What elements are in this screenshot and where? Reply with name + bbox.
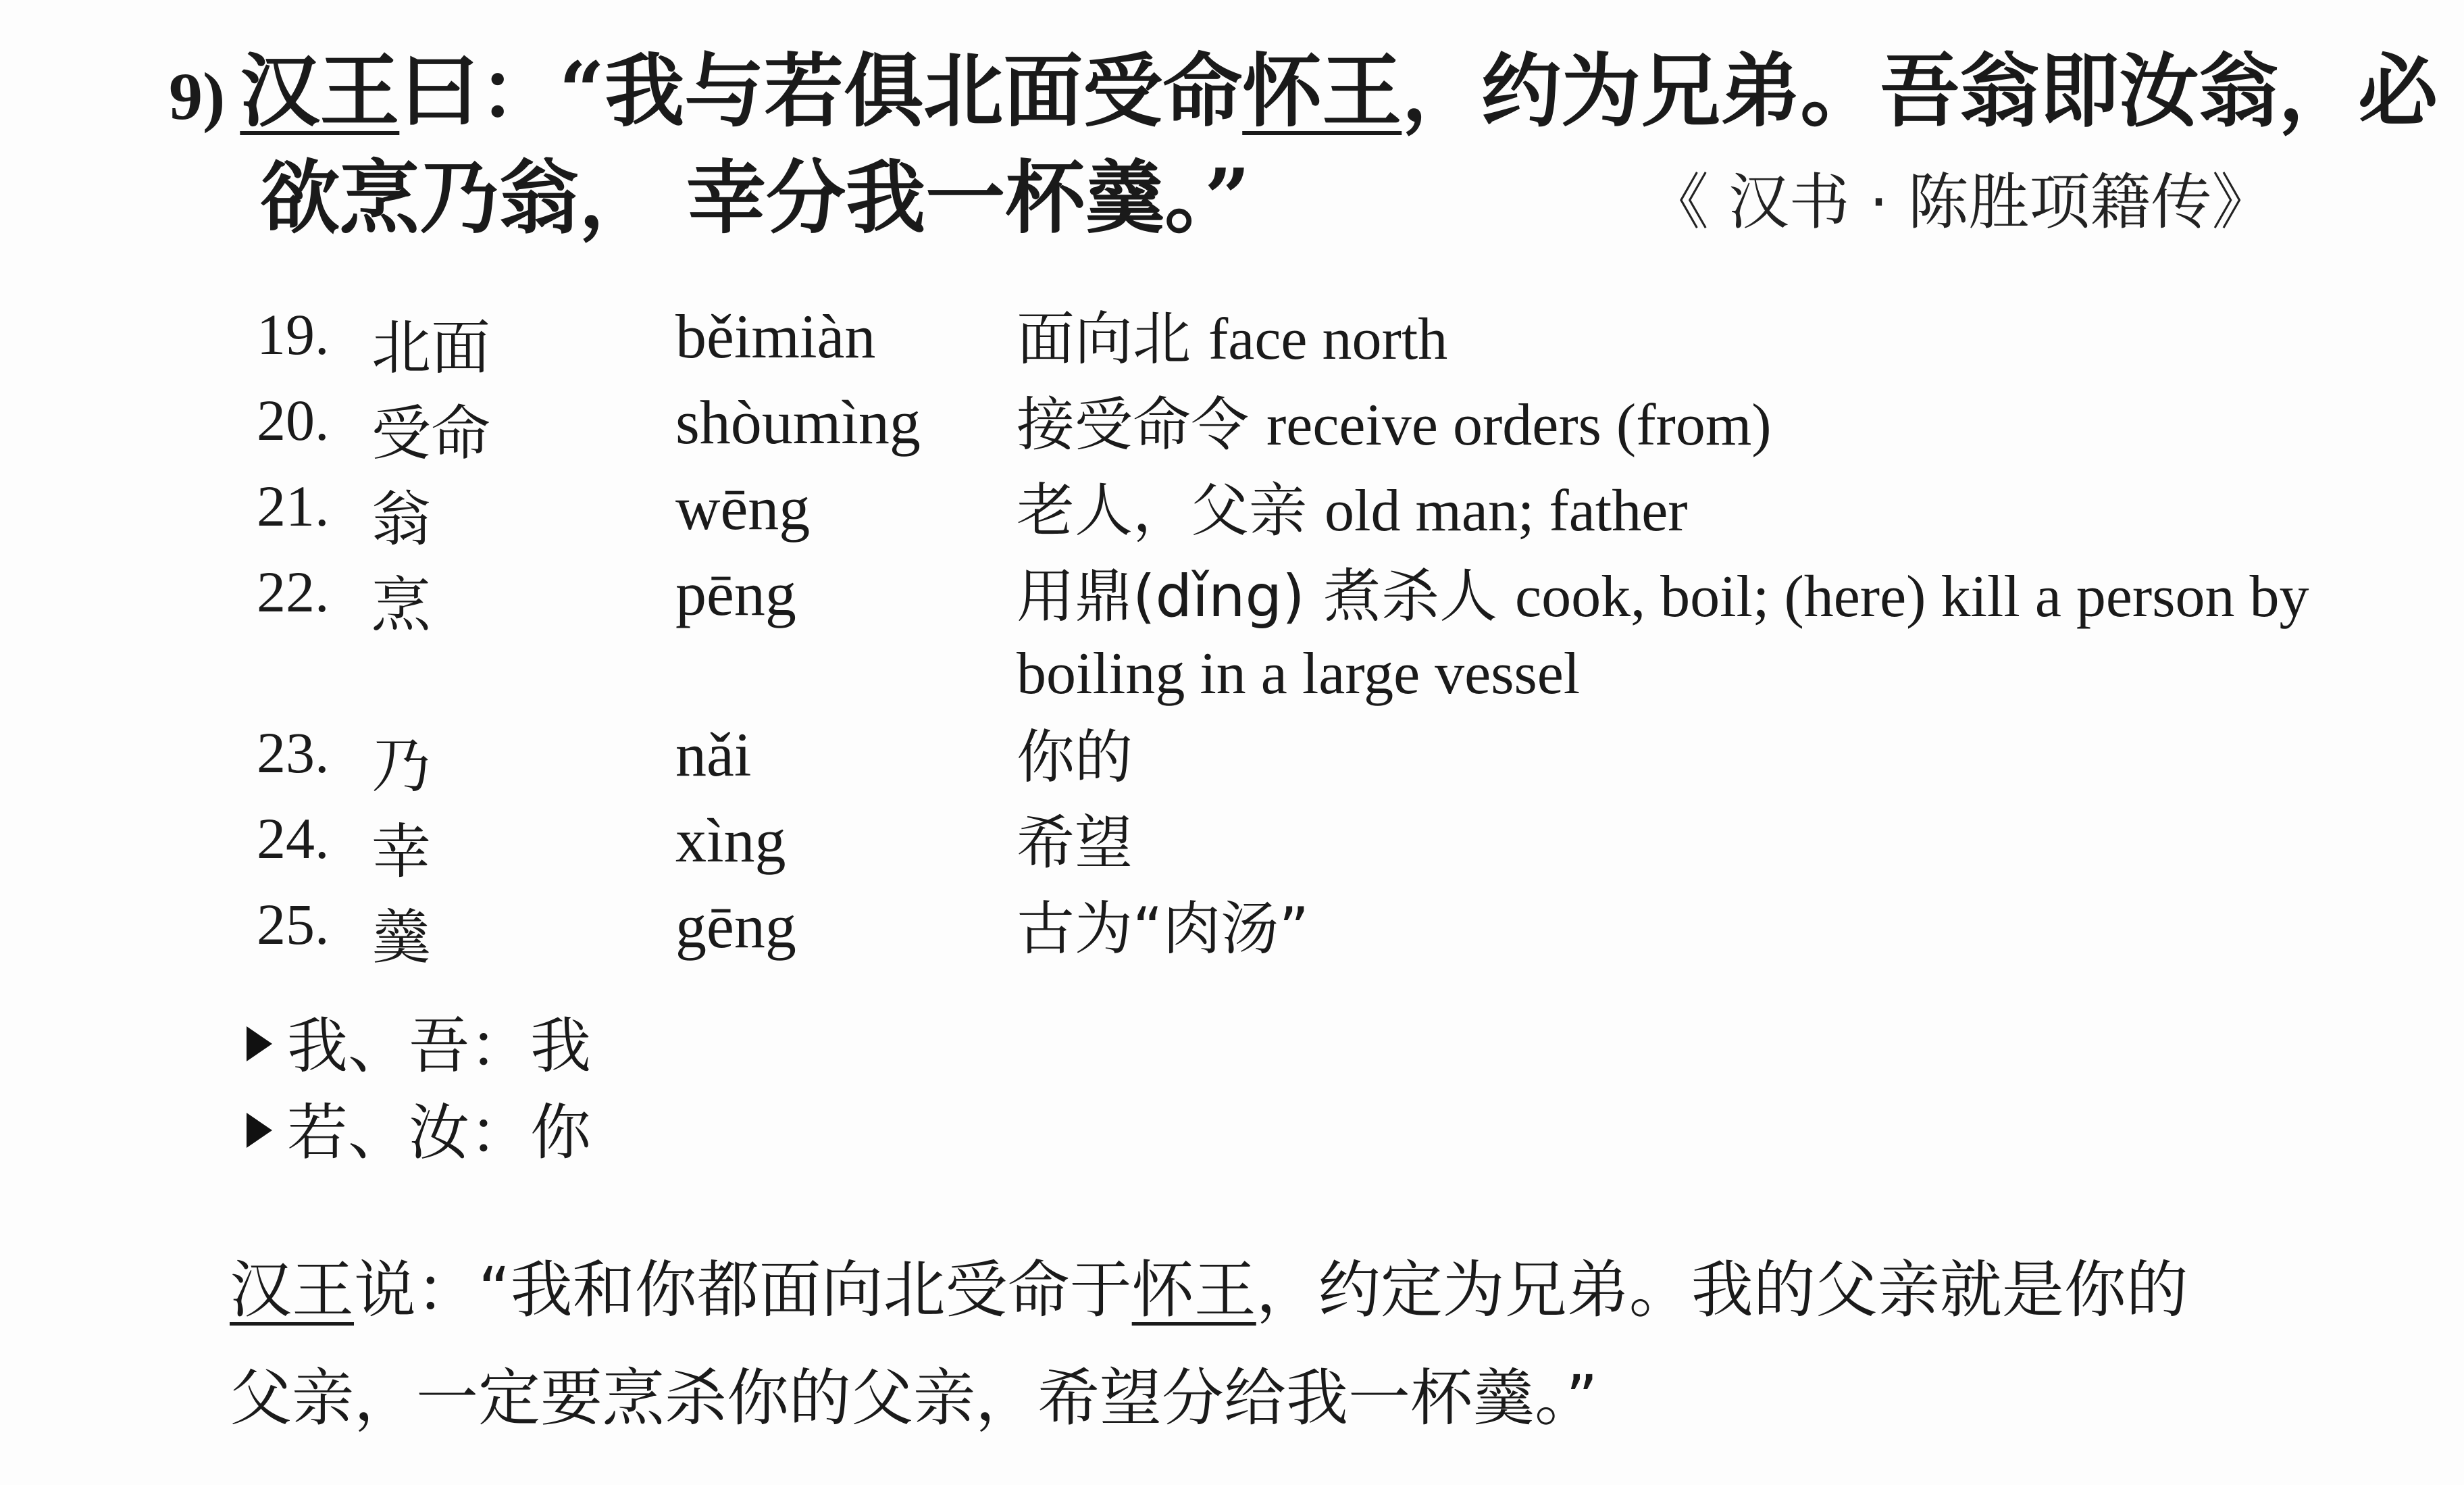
definition-english: face north: [1208, 307, 1448, 372]
definition-chinese: 接受命令: [1017, 391, 1249, 459]
definition-chinese: 老人，父亲: [1017, 477, 1307, 545]
modern-translation: [230, 1236, 2337, 1453]
vocab-term: 乃: [371, 731, 432, 801]
note-item: [247, 1090, 591, 1176]
translation-text-b: ，约定为兄弟。我的父亲就是你的: [1256, 1254, 2188, 1326]
vocab-definition: [1017, 805, 2435, 881]
vocab-pinyin: xìng: [675, 806, 786, 875]
vocab-pinyin: pēng: [675, 559, 796, 628]
note-item: [247, 1003, 591, 1090]
passage-number: 9): [169, 59, 226, 134]
translation-line-1: [230, 1236, 2337, 1344]
definition-chinese: 用鼎(dǐng) 煮杀人: [1017, 563, 1498, 630]
vocab-row: [257, 472, 2283, 558]
passage-line-1: [169, 41, 2438, 147]
vocab-row: [257, 558, 2309, 719]
passage-line-2: 欲烹乃翁， 幸分我一杯羹。”: [260, 151, 1250, 245]
vocab-pinyin: wēng: [675, 474, 811, 543]
vocab-pinyin: nǎi: [675, 720, 752, 789]
definition-chinese: 你的: [1017, 724, 1133, 791]
passage-text-a: 曰：“我与若俱北面受命: [399, 44, 1243, 138]
vocab-term: 烹: [371, 570, 432, 640]
vocab-term: 受命: [371, 399, 491, 468]
vocab-definition: [1017, 301, 2435, 378]
usage-notes: [247, 1003, 591, 1176]
vocab-pinyin: shòumìng: [675, 388, 921, 457]
definition-english: cook, boil; (here) kill a person by boiling in a large vessel: [1017, 564, 2309, 707]
passage-text-b: ，约为兄弟。吾翁即汝翁，必: [1402, 44, 2438, 138]
vocab-number: 19.: [257, 302, 330, 367]
vocab-row: [257, 719, 2283, 805]
vocab-number: 22.: [257, 559, 330, 624]
vocab-definition: [1017, 386, 2435, 463]
vocab-pinyin: běimiàn: [675, 302, 876, 371]
definition-chinese: 面向北: [1017, 305, 1191, 373]
definition-english: old man; father: [1325, 478, 1688, 544]
vocab-row: [257, 301, 2283, 386]
definition-chinese: 古为“肉汤”: [1017, 895, 1310, 963]
vocab-number: 21.: [257, 474, 330, 538]
speaker-underlined: 汉王: [230, 1254, 355, 1326]
vocab-definition: [1017, 890, 2435, 967]
vocab-row: [257, 805, 2283, 890]
definition-chinese: 希望: [1017, 809, 1133, 877]
note-text: 若、汝：你: [287, 1097, 591, 1168]
vocab-number: 24.: [257, 806, 330, 871]
vocab-number: 25.: [257, 892, 330, 957]
vocab-number: 23.: [257, 720, 330, 785]
source-citation: 《 汉书 · 陈胜项籍传》: [1648, 167, 2273, 238]
translation-text-a: 说：“我和你都面向北受命于: [354, 1254, 1132, 1326]
vocab-definition: [1017, 558, 2435, 712]
vocab-term: 羹: [371, 903, 432, 972]
vocabulary-list: [257, 301, 2309, 976]
vocab-row: [257, 890, 2283, 976]
translation-line-2: 父亲，一定要烹杀你的父亲，希望分给我一杯羹。”: [230, 1362, 1598, 1434]
speaker-underlined: 汉王: [240, 44, 400, 138]
vocab-term: 翁: [371, 484, 432, 554]
vocab-pinyin: gēng: [675, 892, 796, 961]
vocab-definition: [1017, 719, 2435, 795]
vocab-number: 20.: [257, 388, 330, 453]
vocab-term: 北面: [371, 313, 491, 382]
vocab-definition: [1017, 472, 2435, 549]
vocab-term: 幸: [371, 817, 432, 886]
king-underlined: 怀王: [1131, 1254, 1256, 1326]
note-text: 我、吾：我: [287, 1011, 591, 1082]
triangle-bullet-icon: [247, 1113, 272, 1148]
vocab-row: [257, 386, 2283, 472]
definition-english: receive orders (from): [1266, 393, 1772, 458]
triangle-bullet-icon: [247, 1026, 272, 1061]
king-underlined: 怀王: [1242, 44, 1402, 138]
